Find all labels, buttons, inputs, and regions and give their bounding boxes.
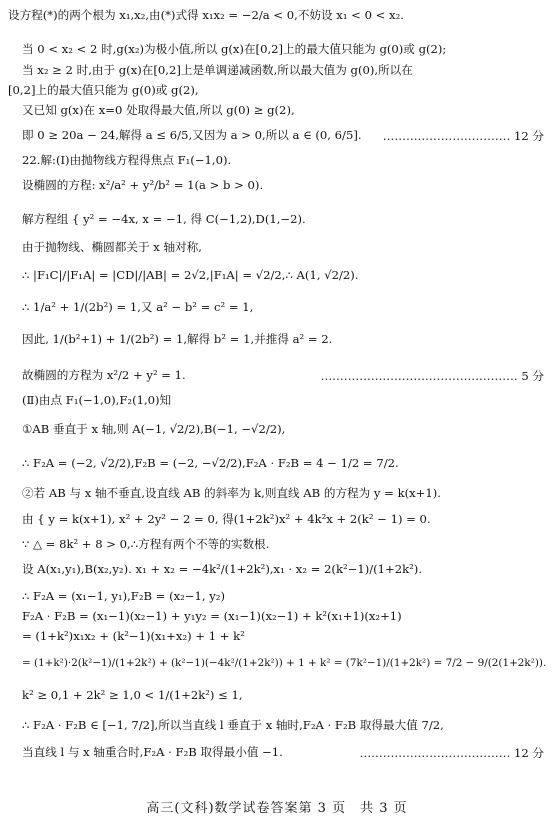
solution-line: ①AB 垂直于 x 轴,则 A(−1, √2/2),B(−1, −√2/2), — [22, 422, 286, 436]
solution-line: F₂A · F₂B = (x₁−1)(x₂−1) + y₁y₂ = (x₁−1)(x₂−1) + k²(x₁+1)(x₂+1) — [22, 609, 402, 623]
solution-line: 当 0 < x₂ < 2 时,g(x₂)为极小值,所以 g(x)在[0,2]上的最大值只能为 g(0)或 g(2); — [22, 42, 447, 56]
solution-line: 解方程组 { y² = −4x, x = −1, 得 C(−1,2),D(1,−2). — [22, 212, 306, 226]
solution-line: 设 A(x₁,y₁),B(x₂,y₂). x₁ + x₂ = −4k²/(1+2k²),x₁ · x₂ = 2(k²−1)/(1+2k²). — [22, 562, 423, 576]
solution-line: ∴ F₂A = (−2, √2/2),F₂B = (−2, −√2/2),F₂A · F₂B = 4 − 1/2 = 7/2. — [22, 456, 399, 470]
solution-line: 即 0 ≥ 20a − 24,解得 a ≤ 6/5,又因为 a > 0,所以 a ∈ (0, 6/5]. — [22, 128, 362, 142]
score-marker: …………………………………………… 5 分 — [320, 369, 544, 383]
solution-line: ∴ 1/a² + 1/(2b²) = 1,又 a² − b² = c² = 1, — [22, 300, 254, 314]
page-footer: 高三(文科)数学试卷答案第 3 页 共 3 页 — [146, 801, 408, 816]
solution-line: 22.解:(Ⅰ)由抛物线方程得焦点 F₁(−1,0). — [22, 153, 232, 167]
solution-line: 当 x₂ ≥ 2 时,由于 g(x)在[0,2]上是单调递减函数,所以最大值为 g(0),所以在 — [22, 63, 413, 77]
solution-line: (Ⅱ)由点 F₁(−1,0),F₂(1,0)知 — [22, 393, 172, 407]
solution-line: ∵ △ = 8k² + 8 > 0,∴方程有两个不等的实数根. — [22, 537, 270, 551]
solution-line: 由 { y = k(x+1), x² + 2y² − 2 = 0, 得(1+2k²)x² + 4k²x + 2(k² − 1) = 0. — [22, 512, 431, 526]
score-marker: ………………………………… 12 分 — [359, 746, 544, 760]
solution-line: ②若 AB 与 x 轴不垂直,设直线 AB 的斜率为 k,则直线 AB 的方程为 y = k(x+1). — [22, 486, 441, 500]
solution-line: ∴ F₂A · F₂B ∈ [−1, 7/2],所以当直线 l 垂直于 x 轴时,F₂A · F₂B 取得最大值 7/2, — [22, 718, 444, 732]
solution-line: 设方程(*)的两个根为 x₁,x₂,由(*)式得 x₁x₂ = −2/a < 0,不妨设 x₁ < 0 < x₂. — [8, 8, 404, 22]
solution-line: 设椭圆的方程: x²/a² + y²/b² = 1(a > b > 0). — [22, 178, 264, 192]
solution-line: = (1+k²)·2(k²−1)/(1+2k²) + (k²−1)(−4k²/(1+2k²)) + 1 + k² = (7k²−1)/(1+2k²) = 7/2 − 9/(2(1+2k²)). — [22, 657, 547, 669]
solution-line: k² ≥ 0,1 + 2k² ≥ 1,0 < 1/(1+2k²) ≤ 1, — [22, 688, 243, 702]
solution-line: [0,2]上的最大值只能为 g(0)或 g(2), — [8, 83, 199, 97]
solution-line: ∴ |F₁C|/|F₁A| = |CD|/|AB| = 2√2,|F₁A| = √2/2,∴ A(1, √2/2). — [22, 268, 359, 282]
solution-line: 故椭圆的方程为 x²/2 + y² = 1. — [22, 368, 186, 382]
solution-line: 又已知 g(x)在 x=0 处取得最大值,所以 g(0) ≥ g(2), — [22, 103, 295, 117]
solution-line: = (1+k²)x₁x₂ + (k²−1)(x₁+x₂) + 1 + k² — [22, 629, 245, 643]
solution-line: 因此, 1/(b²+1) + 1/(2b²) = 1,解得 b² = 1,并推得 a² = 2. — [22, 332, 333, 346]
solution-line: 由于抛物线、椭圆都关于 x 轴对称, — [22, 240, 202, 254]
solution-line: ∴ F₂A = (x₁−1, y₁),F₂B = (x₂−1, y₂) — [22, 589, 225, 603]
score-marker: …………………………… 12 分 — [382, 129, 544, 143]
solution-line: 当直线 l 与 x 轴重合时,F₂A · F₂B 取得最小值 −1. — [22, 745, 283, 759]
